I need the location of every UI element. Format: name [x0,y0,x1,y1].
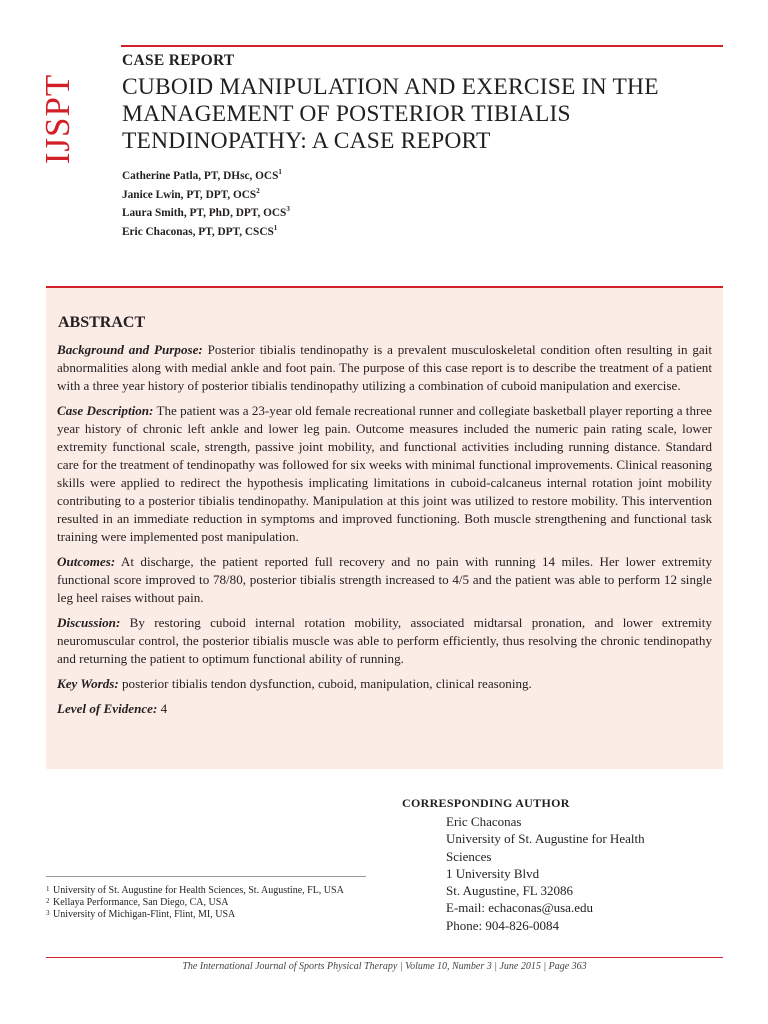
footnote-rule [46,876,366,877]
header-rule [121,45,723,47]
page-footer: The International Journal of Sports Physical Therapy | Volume 10, Number 3 | June 2015 | Page 363 [182,961,587,972]
paragraph-label: Background and Purpose: [57,342,203,357]
abstract-paragraph: Outcomes: At discharge, the patient reported full recovery and no pain with running 14 miles. Her lower extremity functional score improved to 78/80, posterior tibialis strength increased to 4/5 and the patient was able to perform 12 single leg heel raises without pain. [57,554,712,605]
title-line: CUBOID MANIPULATION AND EXERCISE IN THE [122,74,659,100]
corresponding-author-details [446,813,645,934]
author: Eric Chaconas, PT, DPT, CSCS$^1$ [122,223,278,238]
abstract-heading: ABSTRACT [58,314,146,331]
title-line: TENDINOPATHY: A CASE REPORT [122,128,491,154]
article-title [122,74,722,155]
footer-rule [46,957,723,958]
author: Catherine Patla, PT, DHsc, OCS$^1$ [122,168,282,182]
corr-line: University of St. Augustine for Health [446,831,645,847]
author: Laura Smith, PT, PhD, DPT, OCS$^3$ [122,205,290,219]
corr-line: St. Augustine, FL 32086 [446,883,574,899]
corr-phone: Phone: 904-826-0084 [446,917,560,933]
affiliation-footnotes [46,885,386,922]
author: Janice Lwin, PT, DPT, OCS$^2$ [122,186,260,201]
footnote: 3 University of Michigan-Flint, Flint, MI, USA [46,909,236,921]
abstract-paragraph: Key Words: posterior tibialis tendon dysfunction, cuboid, manipulation, clinical reasoning. [57,676,532,691]
abstract-paragraph: Background and Purpose: Posterior tibialis tendinopathy is a prevalent musculoskeletal condition often resulting in gait abnormalities along with medial ankle and foot pain. The purpose of this case report is to describe the treatment of a patient with a three year history of posterior tibialis tendinopathy utilizing a combination of cuboid manipulation and exercise. [57,342,712,393]
corr-line: Eric Chaconas [446,814,522,829]
footnote: 1 University of St. Augustine for Health Sciences, St. Augustine, FL, USA [46,885,344,896]
paragraph-label: Outcomes: [57,554,116,569]
paragraph-label: Key Words: [57,676,119,691]
corresponding-author-heading: CORRESPONDING AUTHOR [402,796,570,810]
paragraph-label: Case Description: [57,403,154,418]
title-line: MANAGEMENT OF POSTERIOR TIBIALIS [122,101,571,127]
paragraph-label: Discussion: [57,615,121,630]
abstract-body [57,341,712,725]
abstract-paragraph: Case Description: The patient was a 23-year old female recreational runner and collegiate basketball player reporting a three year history of chronic left ankle and lower leg pain. Outcome measures included the numeric pain rating scale, lower extremity functional scale, strength, passive joint mobility, and functional activities including running distance. Standard care for the treatment of tendinopathy was followed for six weeks with minimal functional improvements. Clinical reasoning skills were applied to redirect the hypothesis implicating limitations in cuboid-calcaneus internal rotation joint mobility contributing to a posterior tibialis tendinopathy. Manipulation at this joint was utilized to restore mobility. This intervention resulted in an immediate reduction in symptoms and improved functioning. Both muscle strengthening and functional task training were implemented post manipulation. [57,403,712,544]
journal-logo [38,52,78,186]
corr-line: Sciences [446,848,492,864]
abstract-paragraph: Discussion: By restoring cuboid internal rotation mobility, associated midtarsal pronation, and lower extremity neuromuscular control, the posterior tibialis muscle was able to perform efficiently, thus resolving the chronic tendinopathy and returning the patient to optimum functional ability of running. [57,615,712,666]
corr-line: 1 University Blvd [446,865,540,881]
abstract-paragraph: Level of Evidence: 4 [57,701,168,716]
paragraph-label: Level of Evidence: [57,701,158,716]
corr-email: E-mail: echaconas@usa.edu [446,900,593,916]
footnote: 2 Kellaya Performance, San Diego, CA, USA [46,897,229,909]
author-list [122,165,290,239]
journal-logo-text: IJSPT [38,73,77,165]
section-label: CASE REPORT [122,52,235,69]
